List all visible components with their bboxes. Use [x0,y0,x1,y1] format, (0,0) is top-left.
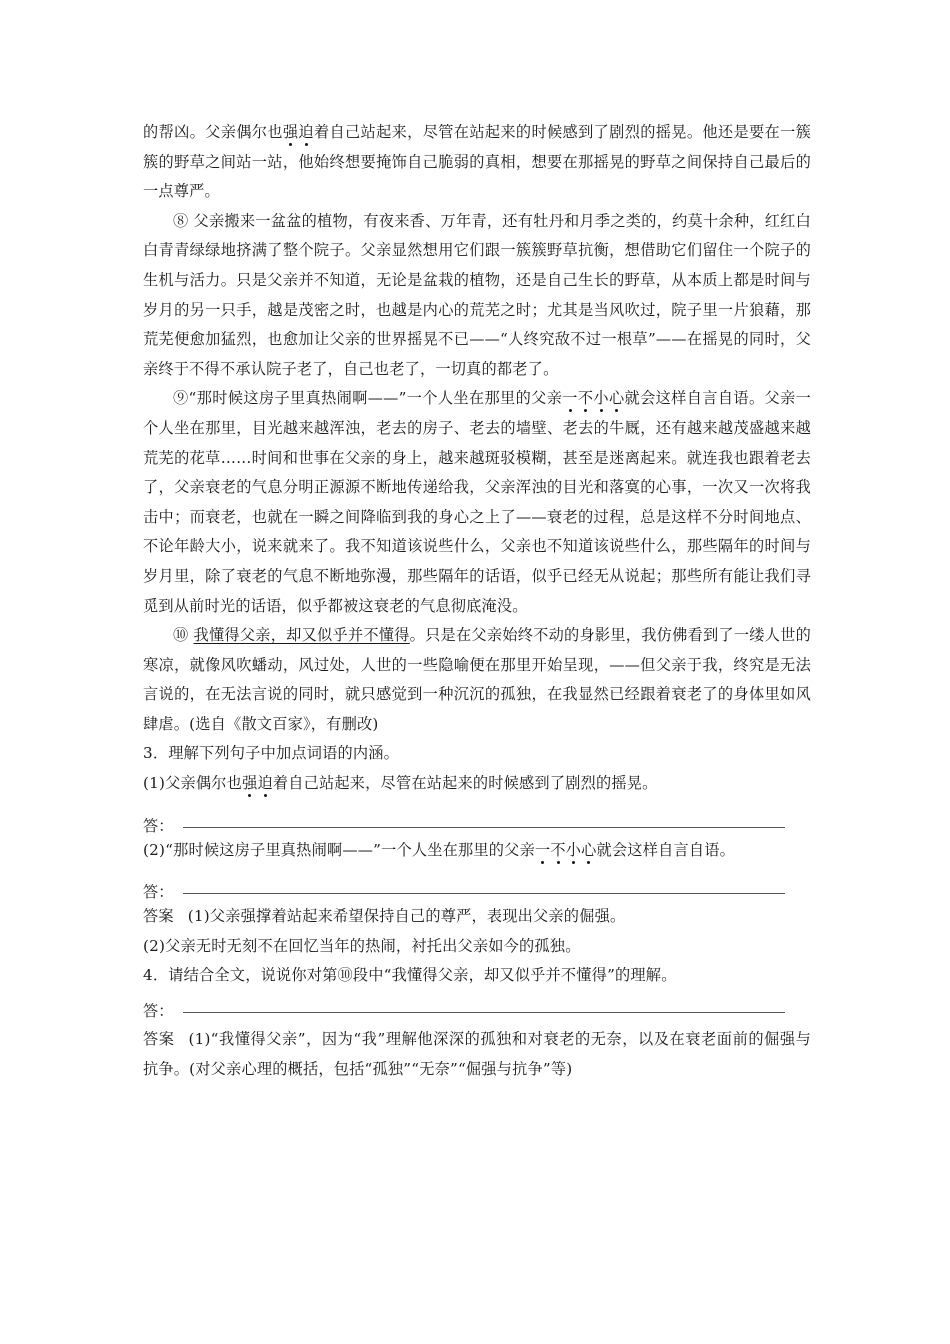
answer-rule[interactable] [183,1012,785,1013]
text-segment: 就会这样自言自语。 [596,840,736,859]
text-segment: 的帮凶。父亲偶尔也 [143,123,283,141]
answer-line-3-2[interactable] [143,865,811,902]
answer-text: (1)“我懂得父亲”，因为“我”理解他深深的孤独和对衰老的无奈，以及在衰老面前的倔强与抗争。(对父亲心理的概括，包括“孤独”“无奈”“倔强与抗争”等) [143,1030,812,1078]
paragraph-9 [143,384,811,621]
dotted-char: 强 [242,774,258,793]
answer-4 [143,1025,811,1084]
answer-line-4[interactable] [143,991,811,1021]
answer-3-2: (2)父亲无时无刻不在回忆当年的热闹，衬托出父亲如今的孤独。 [143,936,581,955]
dotted-char: 一 [562,389,578,408]
answer-text: (1)父亲强撑着站起来希望保持自己的尊严，表现出父亲的倔强。 [187,907,626,926]
answer-rule[interactable] [183,893,785,894]
dotted-char: 心 [608,389,625,408]
question-3-sub-1 [143,769,811,799]
answer-rule[interactable] [183,827,785,828]
document-page [143,118,811,1084]
dotted-char: 小 [593,389,609,408]
answer-line-3-1[interactable] [143,799,811,836]
text-segment: (1)父亲偶尔也 [143,774,243,793]
answer-label: 答： [143,1002,174,1021]
dotted-char: 强 [282,123,299,141]
dotted-char: 心 [581,840,597,859]
text-segment: 。只是在父亲始终不动的身影里，我仿佛看到了一缕人世的寒凉，就像风吹蟠动，风过处，人世的一些隐喻便在那里开始呈现，——但父亲于我，终究是无法言说的，在无法言说的同时，就只感觉到一种沉沉的孤独，在我显然已经跟着衰老了的身体里如风肆虐。(选自《散文百家》，有删改) [143,626,812,733]
paragraph-7-continuation [143,118,811,207]
answer-tag: 答案 [143,1030,175,1049]
paragraph-10 [143,621,811,739]
question-4-prompt: 4．请结合全文，说说你对第⑩段中“我懂得父亲，却又似乎并不懂得”的理解。 [143,966,677,985]
answer-label: 答： [143,883,174,902]
answer-tag: 答案 [143,907,174,926]
dotted-char: 不 [550,840,566,859]
dotted-char: 小 [565,840,582,859]
text-segment: (2)“那时候这房子里真热闹啊——”一个人坐在那里的父亲 [143,840,535,859]
text-segment: 着自己站起来，尽管在站起来的时候感到了剧烈的摇晃。 [272,774,658,793]
question-3-prompt: 3．理解下列句子中加点词语的内涵。 [143,744,400,763]
dotted-char: 迫 [298,123,314,141]
dotted-char: 不 [577,389,594,408]
question-3-sub-2 [143,836,811,866]
answer-label: 答： [143,816,174,835]
text-segment: 着自己站起来，尽管在站起来的时候感到了剧烈的摇晃。他还是要在一簇簇的野草之间站一站，他始终想要掩饰自己脆弱的真相，想要在那摇晃的野草之间保持自己最后的一点尊严。 [143,123,811,201]
underlined-sentence: 我懂得父亲，却又似乎并不懂得 [193,626,410,645]
text-segment: ⑨“那时候这房子里真热闹啊——”一个人坐在那里的父亲 [173,389,563,408]
dotted-char: 迫 [257,774,273,793]
answer-3-1 [143,902,811,932]
paragraph-8: ⑧ 父亲搬来一盆盆的植物，有夜来香、万年青，还有牡丹和月季之类的，约莫十余种，红红白白青青绿绿地挤满了整个院子。父亲显然想用它们跟一簇簇野草抗衡，想借助它们留住一个院子的生机与活力。只是父亲并不知道，无论是盆栽的植物，还是自己生长的野草，从本质上都是时间与岁月的另一只手，越是茂密之时，也越是内心的荒芜之时；尤其是当风吹过，院子里一片狼藉，那荒芜便愈加猛烈，也愈加让父亲的世界摇晃不已——“人终究敌不过一根草”——在摇晃的同时，父亲终于不得不承认院子老了，自己也老了，一切真的都老了。 [143,211,811,378]
text-segment: 就会这样自言自语。父亲一个人坐在那里，目光越来越浑浊，老去的房子、老去的墙壁、老去的牛厩，还有越来越茂盛越来越荒芜的花草……时间和世事在父亲的身上，越来越斑驳模糊，甚至是迷离起来。就连我也跟着老去了，父亲衰老的气息分明正源源不断地传递给我，父亲浑浊的目光和落寞的心事，一次又一次将我击中；而衰老，也就在一瞬之间降临到我的身心之上了——衰老的过程，总是这样不分时间地点、不论年龄大小，说来就来了。我不知道该说些什么，父亲也不知道该说些什么，那些隔年的时间与岁月里，除了衰老的气息不断地弥漫，那些隔年的话语，似乎已经无从说起；那些所有能让我们寻觅到从前时光的话语，似乎都被这衰老的气息彻底淹没。 [143,389,812,615]
text-segment: ⑩ [173,626,194,645]
dotted-char: 一 [534,840,551,859]
